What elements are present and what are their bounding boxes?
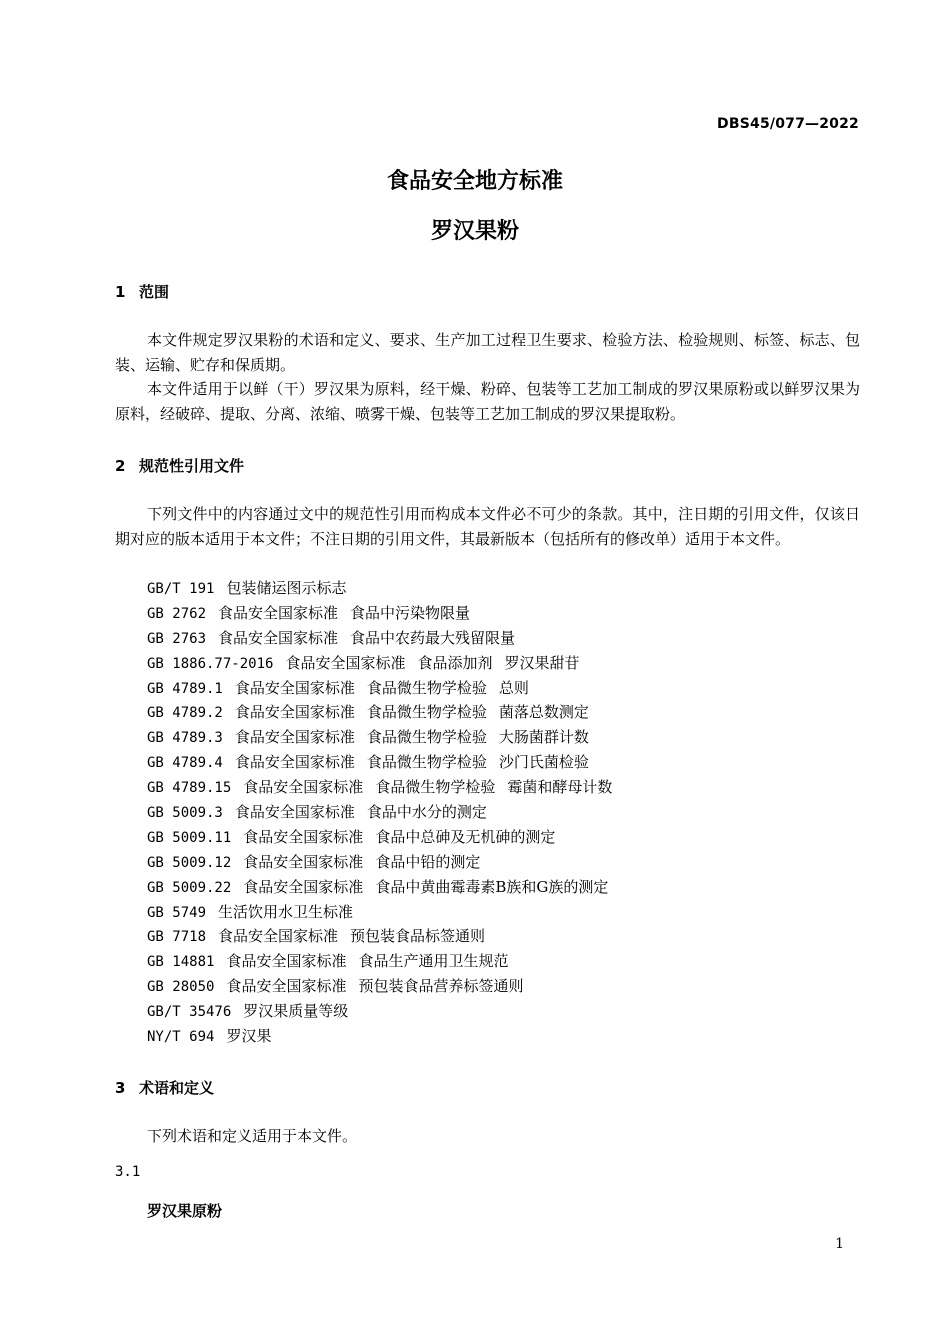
reference-title-part: 食品安全国家标准: [234, 678, 355, 697]
reference-title-part: 食品微生物学检验: [366, 753, 487, 772]
reference-title-part: 食品安全国家标准: [243, 877, 364, 896]
reference-title-part: 食品安全国家标准: [234, 753, 355, 772]
reference-code: GB 2763: [147, 630, 207, 647]
reference-item: [147, 700, 624, 725]
reference-title-part: 罗汉果甜苷: [504, 653, 580, 672]
reference-list: [147, 576, 624, 1049]
section-heading-scope: [115, 281, 169, 302]
section-heading-references: [115, 455, 244, 476]
reference-code: GB 4789.15: [147, 780, 232, 797]
reference-title-part: 食品添加剂: [417, 653, 493, 672]
reference-title-part: 食品生产通用卫生规范: [358, 952, 509, 971]
reference-title-part: 食品微生物学检验: [366, 728, 487, 747]
reference-title-part: 食品安全国家标准: [243, 827, 364, 846]
reference-title-part: 包装储运图示标志: [226, 579, 347, 597]
reference-title-part: 食品中水分的测定: [366, 803, 487, 822]
reference-title-part: 总则: [498, 678, 529, 697]
subsection-number: 3.1: [115, 1164, 141, 1180]
scope-paragraph-1: 本文件规定罗汉果粉的术语和定义、要求、生产加工过程卫生要求、检验方法、检验规则、标签、标志、包装、运输、贮存和保质期。: [115, 331, 860, 374]
reference-code: GB/T 35476: [147, 1004, 232, 1021]
reference-item: [147, 800, 624, 825]
reference-code: NY/T 694: [147, 1029, 215, 1046]
reference-code: GB/T 191: [147, 581, 215, 597]
document-subtitle: 罗汉果粉: [430, 219, 519, 244]
reference-title-part: 食品安全国家标准: [234, 803, 355, 822]
reference-title-part: 食品安全国家标准: [234, 703, 355, 722]
reference-title-part: 食品微生物学检验: [366, 703, 487, 722]
reference-item: [147, 949, 624, 974]
reference-title-part: 食品安全国家标准: [226, 977, 347, 996]
reference-item: [147, 974, 624, 999]
reference-title-part: 食品微生物学检验: [366, 678, 487, 697]
reference-title-part: 食品中铅的测定: [375, 852, 481, 871]
reference-code: GB 5009.12: [147, 854, 232, 871]
reference-item: [147, 750, 624, 775]
reference-title-part: 食品安全国家标准: [243, 778, 364, 797]
reference-title-part: 食品安全国家标准: [218, 603, 339, 622]
reference-title-part: 菌落总数测定: [498, 703, 589, 722]
reference-item: [147, 576, 624, 601]
section-number: 3: [115, 1079, 126, 1097]
reference-item: [147, 999, 624, 1024]
reference-title-part: 沙门氏菌检验: [498, 753, 589, 772]
reference-code: GB 4789.2: [147, 705, 223, 722]
reference-title-part: 食品安全国家标准: [234, 728, 355, 747]
reference-item: [147, 850, 624, 875]
reference-title-part: 霉菌和酵母计数: [507, 778, 613, 797]
reference-code: GB 4789.4: [147, 755, 223, 772]
reference-title-part: 大肠菌群计数: [498, 728, 589, 747]
reference-title-part: 预包装食品标签通则: [350, 927, 486, 946]
reference-code: GB 5009.3: [147, 805, 223, 822]
reference-item: [147, 900, 624, 925]
section-title: 范围: [139, 283, 170, 301]
reference-title-part: 食品微生物学检验: [375, 778, 496, 797]
document-title: 食品安全地方标准: [386, 169, 563, 194]
reference-title-part: 罗汉果: [226, 1027, 272, 1046]
reference-title-part: 食品安全国家标准: [285, 653, 406, 672]
reference-item: [147, 1024, 624, 1049]
reference-item: [147, 626, 624, 651]
reference-item: [147, 775, 624, 800]
reference-title-part: 食品安全国家标准: [243, 852, 364, 871]
reference-title-part: 食品中污染物限量: [350, 603, 471, 622]
reference-code: GB 5009.11: [147, 829, 232, 846]
reference-item: [147, 825, 624, 850]
reference-title-part: 食品安全国家标准: [218, 927, 339, 946]
reference-code: GB 28050: [147, 979, 215, 996]
reference-item: [147, 725, 624, 750]
references-intro: 下列文件中的内容通过文中的规范性引用而构成本文件必不可少的条款。其中，注日期的引用文件，仅该日期对应的版本适用于本文件；不注日期的引用文件，其最新版本（包括所有的修改单）适用于本文件。: [115, 505, 860, 548]
reference-code: GB 5009.22: [147, 879, 232, 896]
reference-item: [147, 676, 624, 701]
reference-item: [147, 651, 624, 676]
scope-paragraph-2: 本文件适用于以鲜（干）罗汉果为原料，经干燥、粉碎、包装等工艺加工制成的罗汉果原粉或以鲜罗汉果为原料，经破碎、提取、分离、浓缩、喷雾干燥、包装等工艺加工制成的罗汉果提取粉。: [115, 380, 860, 423]
section-number: 1: [115, 283, 126, 301]
term-heading: 罗汉果原粉: [147, 1202, 223, 1220]
reference-title-part: 食品安全国家标准: [226, 952, 347, 971]
reference-code: GB 4789.3: [147, 730, 223, 747]
reference-title-part: 生活饮用水卫生标准: [218, 902, 354, 921]
reference-title-part: 罗汉果质量等级: [243, 1002, 349, 1021]
reference-item: [147, 601, 624, 626]
section-title: 规范性引用文件: [139, 457, 245, 475]
reference-title-part: 食品安全国家标准: [218, 628, 339, 647]
standard-code: DBS45/077—2022: [717, 116, 859, 132]
reference-code: GB 2762: [147, 605, 207, 622]
reference-title-part: 食品中农药最大残留限量: [350, 628, 516, 647]
reference-title-part: 食品中总砷及无机砷的测定: [375, 827, 556, 846]
reference-code: GB 1886.77-2016: [147, 655, 274, 672]
reference-code: GB 4789.1: [147, 680, 223, 697]
reference-code: GB 7718: [147, 929, 207, 946]
terms-intro: 下列术语和定义适用于本文件。: [147, 1127, 358, 1145]
section-title: 术语和定义: [139, 1079, 215, 1097]
section-number: 2: [115, 457, 126, 475]
reference-code: GB 14881: [147, 954, 215, 971]
section-heading-terms: [115, 1077, 214, 1098]
reference-item: [147, 875, 624, 900]
reference-title-part: 预包装食品营养标签通则: [358, 977, 524, 996]
reference-code: GB 5749: [147, 904, 207, 921]
reference-title-part: 食品中黄曲霉毒素B族和G族的测定: [375, 877, 609, 896]
page-number: 1: [835, 1236, 844, 1252]
reference-item: [147, 924, 624, 949]
